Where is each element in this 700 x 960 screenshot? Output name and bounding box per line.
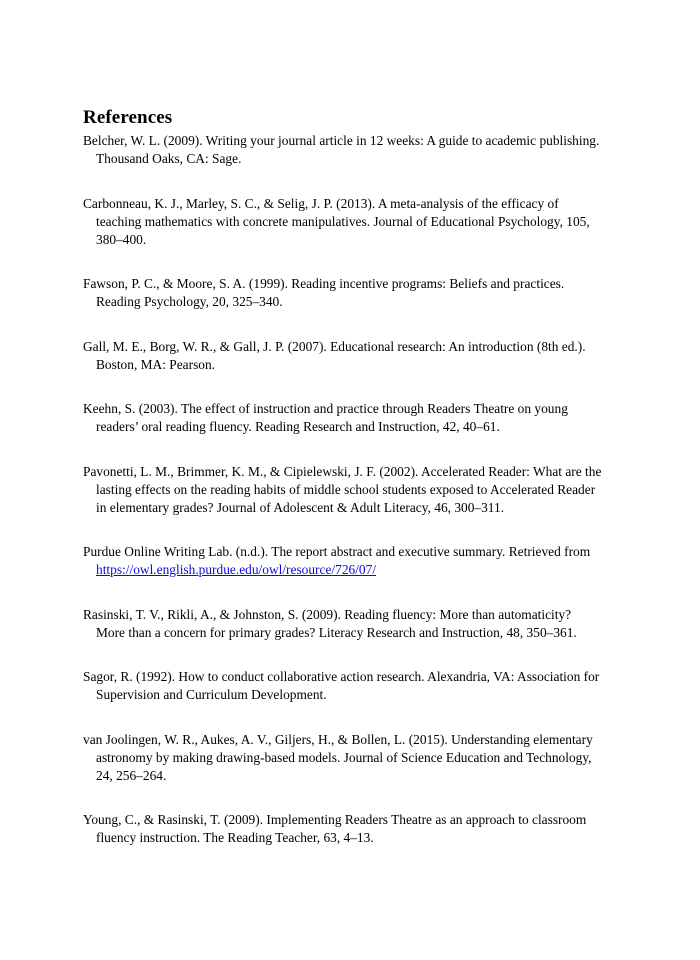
reference-line: lasting effects on the reading habits of middle school students exposed to Accelerated Reader (96, 481, 596, 497)
reference-entry (83, 811, 630, 847)
reference-line: Carbonneau, K. J., Marley, S. C., & Selig, J. P. (2013). A meta-analysis of the efficacy of (83, 195, 559, 211)
reference-entry (83, 606, 630, 642)
reference-line: Pavonetti, L. M., Brimmer, K. M., & Cipielewski, J. F. (2002). Accelerated Reader: What are the (83, 463, 602, 479)
reference-line: Young, C., & Rasinski, T. (2009). Implementing Readers Theatre as an approach to classroom (83, 812, 587, 827)
reference-line: Purdue Online Writing Lab. (n.d.). The report abstract and executive summary. Retrieved from (83, 544, 591, 559)
reference-list (83, 132, 630, 847)
reference-entry (83, 132, 630, 168)
reference-line: Sagor, R. (1992). How to conduct collaborative action research. Alexandria, VA: Association for (83, 669, 600, 684)
reference-line: 380–400. (96, 231, 147, 247)
reference-line: readers’ oral reading fluency. Reading Research and Instruction, 42, 40–61. (96, 419, 500, 434)
reference-entry (83, 463, 630, 517)
reference-entry (83, 731, 630, 785)
reference-line: Fawson, P. C., & Moore, S. A. (1999). Reading incentive programs: Beliefs and practices. (83, 276, 565, 291)
reference-line: 24, 256–264. (96, 767, 167, 783)
reference-line: More than a concern for primary grades? Literacy Research and Instruction, 48, 350–361. (96, 624, 577, 640)
reference-line: Boston, MA: Pearson. (96, 356, 216, 372)
reference-line: teaching mathematics with concrete manipulatives. Journal of Educational Psychology, 105, (96, 213, 590, 229)
reference-line: Thousand Oaks, CA: Sage. (96, 151, 242, 166)
reference-url-link[interactable]: https://owl.english.purdue.edu/owl/resource/726/07/ (96, 562, 377, 577)
reference-line: Belcher, W. L. (2009). Writing your journal article in 12 weeks: A guide to academic publishing. (83, 133, 600, 148)
reference-entry (83, 668, 630, 704)
reference-line: in elementary grades? Journal of Adolescent & Adult Literacy, 46, 300–311. (96, 499, 505, 515)
references-heading: References (83, 107, 173, 128)
reference-line: Keehn, S. (2003). The effect of instruction and practice through Readers Theatre on young (83, 401, 568, 416)
reference-line: van Joolingen, W. R., Aukes, A. V., Giljers, H., & Bollen, L. (2015). Understanding elementary (83, 731, 593, 747)
reference-line: Rasinski, T. V., Rikli, A., & Johnston, S. (2009). Reading fluency: More than automaticity? (83, 606, 572, 622)
reference-line: astronomy by making drawing-based models. Journal of Science Education and Technology, (96, 749, 592, 765)
reference-line: Reading Psychology, 20, 325–340. (96, 294, 283, 309)
reference-entry (83, 338, 630, 374)
reference-line: fluency instruction. The Reading Teacher, 63, 4–13. (96, 830, 374, 845)
reference-entry (83, 195, 630, 249)
reference-entry (83, 275, 630, 311)
reference-entry (83, 543, 630, 579)
reference-line: Gall, M. E., Borg, W. R., & Gall, J. P. (2007). Educational research: An introduction (8th ed.). (83, 338, 586, 354)
reference-line (83, 561, 630, 579)
reference-line: Supervision and Curriculum Development. (96, 687, 327, 702)
reference-entry (83, 400, 630, 436)
